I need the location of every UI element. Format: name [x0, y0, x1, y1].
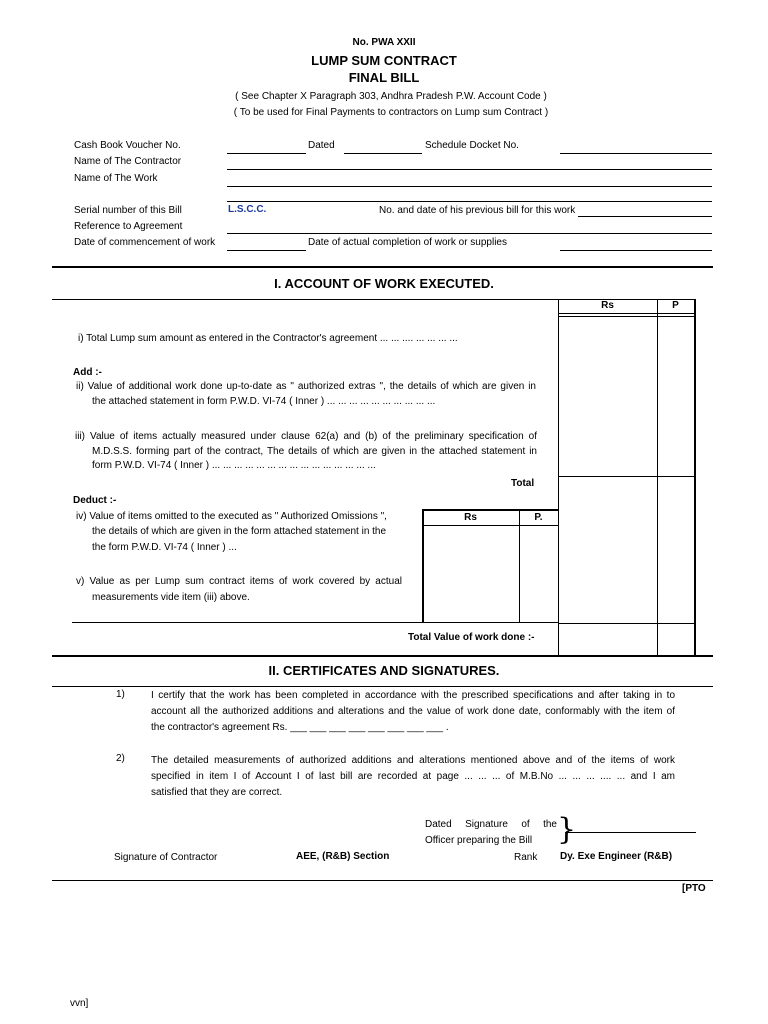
- work-name-field[interactable]: [227, 186, 712, 187]
- item-iii-line1: iii) Value of items actually measured under clause 62(a) and (b) of the preliminary specification of: [75, 431, 537, 442]
- signature-brace: }: [557, 812, 577, 847]
- contractor-name-field[interactable]: [227, 169, 712, 170]
- form-subtitle: FINAL BILL: [348, 70, 420, 85]
- cert1-line1: I certify that the work has been completed in accordance with the prescribed specifications and after taking in to: [151, 690, 675, 701]
- agreement-ref-label: Reference to Agreement: [74, 221, 183, 232]
- contractor-name-label: Name of The Contractor: [74, 156, 182, 167]
- cert2-line1: The detailed measurements of authorized additions and alterations mentioned above and of the items of work: [151, 755, 675, 766]
- deduct-table-mid: [519, 509, 520, 623]
- rank-label: Rank: [514, 852, 538, 863]
- cert1-line2: account all the authorized additions and alterations and the value of work done date, conformably with the item of: [151, 706, 675, 717]
- total-value-rule: [558, 623, 695, 624]
- dated-signature-label: Dated Signature of the: [425, 819, 557, 830]
- item-v-line2: measurements vide item (iii) above.: [92, 592, 250, 603]
- commencement-label: Date of commencement of work: [74, 237, 216, 248]
- header-note-usage: ( To be used for Final Payments to contractors on Lump sum Contract ): [233, 107, 549, 118]
- section1-title: I. ACCOUNT OF WORK EXECUTED.: [274, 276, 494, 291]
- item-ii-line1: ii) Value of additional work done up-to-date as " authorized extras ", the details of which are given in: [76, 381, 536, 392]
- col-rs-header: Rs: [601, 300, 614, 311]
- deduct-table-header-rule: [422, 525, 558, 526]
- col-header-rule2: [558, 316, 695, 317]
- amount-col-right: [694, 299, 696, 656]
- item-iv-line1: iv) Value of items omitted to the executed as " Authorized Omissions ",: [76, 511, 387, 522]
- footer-rule: [52, 880, 713, 881]
- agreement-ref-field[interactable]: [227, 233, 712, 234]
- cert2-number: 2): [116, 753, 125, 764]
- section2-title: II. CERTIFICATES AND SIGNATURES.: [268, 663, 500, 678]
- deduct-col-rs: Rs: [464, 512, 477, 523]
- total-value-label: Total Value of work done :-: [408, 632, 535, 643]
- cash-book-label: Cash Book Voucher No.: [74, 140, 181, 151]
- dated-field[interactable]: [344, 153, 422, 154]
- deduct-table-top: [422, 509, 558, 511]
- col-header-rule: [558, 313, 695, 314]
- previous-bill-field[interactable]: [578, 216, 712, 217]
- cert2-line3: satisfied that they are correct.: [151, 787, 283, 798]
- cert1-line3: the contractor's agreement Rs. ___ ___ ___ ___ ___ ___ ___ ___ .: [151, 722, 449, 733]
- item-iv-line3: the form P.W.D. VI-74 ( Inner ) ...: [92, 542, 237, 553]
- cert2-line2: specified in item I of Account I of last bill are recorded at page ... ... ... of M.B.No ... ... ... .... ... and I am: [151, 771, 675, 782]
- officer-label: Officer preparing the Bill: [425, 835, 533, 846]
- deduct-label: Deduct :-: [73, 495, 117, 506]
- work-name-field-line2[interactable]: [227, 201, 712, 202]
- deduct-col-p: P.: [534, 512, 543, 523]
- completion-label: Date of actual completion of work or supplies: [308, 237, 507, 248]
- dated-label: Dated: [308, 140, 335, 151]
- item-iii-line2: M.D.S.S. forming part of the contract, The details of which are given in the attached statement in: [92, 446, 537, 457]
- add-label: Add :-: [73, 367, 102, 378]
- amount-col-left: [558, 299, 559, 656]
- header-note-reference: ( See Chapter X Paragraph 303, Andhra Pradesh P.W. Account Code ): [235, 91, 547, 102]
- form-title: LUMP SUM CONTRACT: [311, 53, 457, 68]
- item-ii-line2: the attached statement in form P.W.D. VI-74 ( Inner ) ... ... ... ... ... ... ... ... ... ...: [92, 396, 436, 407]
- item-iii-line3: form P.W.D. VI-74 ( Inner ) ... ... ... ... ... ... ... ... ... ... ... ... ... ... ...: [92, 460, 376, 471]
- total-label: Total: [511, 478, 535, 489]
- schedule-docket-field[interactable]: [560, 153, 712, 154]
- serial-number-value: L.S.C.C.: [228, 204, 267, 215]
- officer-signature-field[interactable]: [565, 832, 696, 833]
- cert1-number: 1): [116, 689, 125, 700]
- contractor-signature-label: Signature of Contractor: [114, 852, 218, 863]
- section1-top-rule: [52, 266, 713, 268]
- schedule-docket-label: Schedule Docket No.: [425, 140, 519, 151]
- previous-bill-label: No. and date of his previous bill for this work: [379, 205, 576, 216]
- amount-col-mid: [657, 299, 658, 656]
- dy-exe-label: Dy. Exe Engineer (R&B): [560, 851, 673, 862]
- cash-book-field[interactable]: [227, 153, 306, 154]
- serial-number-label: Serial number of this Bill: [74, 205, 182, 216]
- deduct-bottom-rule: [72, 622, 559, 623]
- pto-label: [PTO: [682, 883, 706, 894]
- vvn-label: vvn]: [70, 998, 89, 1009]
- work-name-label: Name of The Work: [74, 173, 158, 184]
- col-p-header: P: [672, 300, 679, 311]
- deduct-table-left: [422, 509, 424, 623]
- total-rule: [558, 476, 695, 477]
- form-number: No. PWA XXII: [352, 37, 416, 48]
- aee-label: AEE, (R&B) Section: [296, 851, 390, 862]
- section2-header-rule: [52, 686, 713, 687]
- completion-field[interactable]: [560, 250, 712, 251]
- item-i-text: i) Total Lump sum amount as entered in the Contractor's agreement ... ... .... ... ... ... ...: [78, 333, 458, 344]
- commencement-field[interactable]: [227, 250, 306, 251]
- item-v-line1: v) Value as per Lump sum contract items of work covered by actual: [76, 576, 402, 587]
- section2-top-rule: [52, 655, 713, 657]
- item-iv-line2: the details of which are given in the form attached statement in the: [92, 526, 387, 537]
